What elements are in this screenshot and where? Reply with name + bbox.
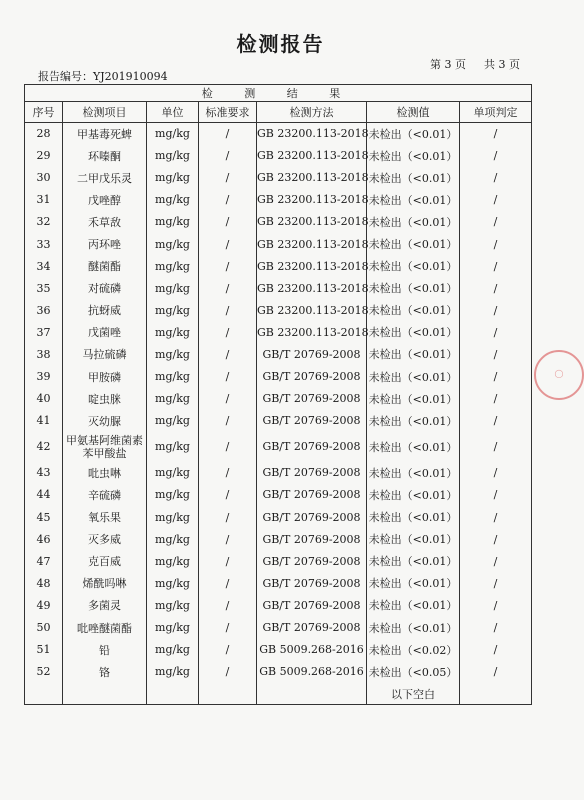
table-row (25, 528, 532, 550)
row-value: 未检出（<0.01） (367, 145, 460, 167)
row-item: 氧乐果 (63, 506, 147, 528)
row-method: GB/T 20769-2008 (257, 572, 367, 594)
row-number: 50 (25, 616, 63, 638)
row-value: 未检出（<0.01） (367, 189, 460, 211)
row-number: 37 (25, 321, 63, 343)
footer-empty-cell (199, 683, 257, 705)
row-judgement: / (460, 661, 532, 683)
row-unit: mg/kg (147, 594, 199, 616)
row-standard: / (199, 572, 257, 594)
row-method: GB/T 20769-2008 (257, 594, 367, 616)
row-value: 未检出（<0.01） (367, 366, 460, 388)
table-row (25, 189, 532, 211)
row-judgement: / (460, 410, 532, 432)
row-judgement: / (460, 462, 532, 484)
row-unit: mg/kg (147, 462, 199, 484)
row-number: 41 (25, 410, 63, 432)
row-method: GB/T 20769-2008 (257, 506, 367, 528)
table-row (25, 410, 532, 432)
row-value: 未检出（<0.01） (367, 123, 460, 145)
table-row (25, 594, 532, 616)
header-method: 检测方法 (257, 102, 367, 123)
row-standard: / (199, 233, 257, 255)
table-row (25, 550, 532, 572)
row-unit: mg/kg (147, 321, 199, 343)
row-standard: / (199, 616, 257, 638)
table-row (25, 123, 532, 145)
row-standard: / (199, 299, 257, 321)
row-value: 未检出（<0.01） (367, 484, 460, 506)
header-judgement: 单项判定 (460, 102, 532, 123)
row-judgement: / (460, 145, 532, 167)
row-unit: mg/kg (147, 233, 199, 255)
row-number: 35 (25, 277, 63, 299)
page-number: 第 3 页 (430, 58, 466, 71)
row-standard: / (199, 594, 257, 616)
row-standard: / (199, 321, 257, 343)
row-unit: mg/kg (147, 299, 199, 321)
row-value: 未检出（<0.01） (367, 277, 460, 299)
row-unit: mg/kg (147, 639, 199, 661)
inspection-seal-stamp: ◯ (534, 350, 584, 400)
row-standard: / (199, 661, 257, 683)
report-number: 报告编号：YJ201910094 (38, 70, 168, 83)
footer-empty-cell (25, 683, 63, 705)
row-standard: / (199, 506, 257, 528)
row-item: 多菌灵 (63, 594, 147, 616)
row-item: 甲胺磷 (63, 366, 147, 388)
row-value: 未检出（<0.05） (367, 661, 460, 683)
row-value: 未检出（<0.01） (367, 616, 460, 638)
page-info (430, 56, 538, 72)
table-row (25, 388, 532, 410)
row-standard: / (199, 277, 257, 299)
row-unit: mg/kg (147, 277, 199, 299)
row-standard: / (199, 432, 257, 462)
row-item: 甲氨基阿维菌素苯甲酸盐 (63, 432, 147, 462)
table-row (25, 233, 532, 255)
row-judgement: / (460, 233, 532, 255)
row-number: 30 (25, 167, 63, 189)
row-item: 铬 (63, 661, 147, 683)
table-banner: 检 测 结 果 (25, 85, 532, 102)
table-row (25, 211, 532, 233)
table-row (25, 299, 532, 321)
row-method: GB/T 20769-2008 (257, 432, 367, 462)
row-standard: / (199, 410, 257, 432)
row-unit: mg/kg (147, 616, 199, 638)
row-number: 39 (25, 366, 63, 388)
footer-empty-cell (257, 683, 367, 705)
row-number: 43 (25, 462, 63, 484)
row-method: GB 5009.268-2016 (257, 639, 367, 661)
row-standard: / (199, 145, 257, 167)
row-method: GB/T 20769-2008 (257, 528, 367, 550)
row-number: 51 (25, 639, 63, 661)
row-number: 52 (25, 661, 63, 683)
row-judgement: / (460, 506, 532, 528)
page-total: 共 3 页 (484, 58, 520, 71)
row-item: 丙环唑 (63, 233, 147, 255)
footer-empty-cell (460, 683, 532, 705)
row-judgement: / (460, 616, 532, 638)
header-standard: 标准要求 (199, 102, 257, 123)
row-value: 未检出（<0.01） (367, 506, 460, 528)
row-standard: / (199, 343, 257, 365)
row-judgement: / (460, 550, 532, 572)
row-number: 29 (25, 145, 63, 167)
row-unit: mg/kg (147, 145, 199, 167)
row-method: GB 23200.113-2018 (257, 233, 367, 255)
row-number: 36 (25, 299, 63, 321)
row-judgement: / (460, 594, 532, 616)
row-number: 34 (25, 255, 63, 277)
table-row (25, 321, 532, 343)
row-method: GB/T 20769-2008 (257, 462, 367, 484)
table-row (25, 506, 532, 528)
row-judgement: / (460, 299, 532, 321)
row-item: 铅 (63, 639, 147, 661)
row-item: 吡虫啉 (63, 462, 147, 484)
table-row (25, 145, 532, 167)
row-judgement: / (460, 528, 532, 550)
header-no: 序号 (25, 102, 63, 123)
row-method: GB/T 20769-2008 (257, 616, 367, 638)
row-value: 未检出（<0.01） (367, 321, 460, 343)
table-banner-row (25, 85, 532, 102)
row-judgement: / (460, 639, 532, 661)
row-method: GB 23200.113-2018 (257, 145, 367, 167)
row-judgement: / (460, 388, 532, 410)
row-judgement: / (460, 277, 532, 299)
table-row (25, 167, 532, 189)
row-unit: mg/kg (147, 255, 199, 277)
row-item: 戊菌唑 (63, 321, 147, 343)
row-unit: mg/kg (147, 167, 199, 189)
footer-empty-cell (63, 683, 147, 705)
row-item: 灭幼脲 (63, 410, 147, 432)
table-row (25, 462, 532, 484)
row-judgement: / (460, 321, 532, 343)
row-number: 46 (25, 528, 63, 550)
row-value: 未检出（<0.01） (367, 432, 460, 462)
row-unit: mg/kg (147, 343, 199, 365)
row-number: 44 (25, 484, 63, 506)
row-judgement: / (460, 255, 532, 277)
row-number: 33 (25, 233, 63, 255)
row-unit: mg/kg (147, 572, 199, 594)
row-value: 未检出（<0.02） (367, 639, 460, 661)
row-unit: mg/kg (147, 506, 199, 528)
row-item: 环嗪酮 (63, 145, 147, 167)
row-judgement: / (460, 123, 532, 145)
row-standard: / (199, 189, 257, 211)
row-number: 48 (25, 572, 63, 594)
row-item: 啶虫脒 (63, 388, 147, 410)
row-item: 对硫磷 (63, 277, 147, 299)
row-unit: mg/kg (147, 366, 199, 388)
row-number: 47 (25, 550, 63, 572)
blank-below-note: 以下空白 (367, 683, 460, 705)
row-unit: mg/kg (147, 484, 199, 506)
row-item: 灭多威 (63, 528, 147, 550)
table-row (25, 343, 532, 365)
row-number: 49 (25, 594, 63, 616)
row-method: GB/T 20769-2008 (257, 410, 367, 432)
row-unit: mg/kg (147, 550, 199, 572)
row-standard: / (199, 528, 257, 550)
table-row-footer (25, 683, 532, 705)
row-unit: mg/kg (147, 661, 199, 683)
row-standard: / (199, 388, 257, 410)
row-item: 醚菌酯 (63, 255, 147, 277)
row-number: 45 (25, 506, 63, 528)
table-header-row (25, 102, 532, 123)
row-unit: mg/kg (147, 123, 199, 145)
row-method: GB 23200.113-2018 (257, 211, 367, 233)
row-method: GB/T 20769-2008 (257, 550, 367, 572)
row-method: GB 23200.113-2018 (257, 299, 367, 321)
row-value: 未检出（<0.01） (367, 550, 460, 572)
table-row (25, 255, 532, 277)
header-value: 检测值 (367, 102, 460, 123)
row-standard: / (199, 462, 257, 484)
row-value: 未检出（<0.01） (367, 299, 460, 321)
row-value: 未检出（<0.01） (367, 410, 460, 432)
row-item: 二甲戊乐灵 (63, 167, 147, 189)
row-unit: mg/kg (147, 189, 199, 211)
row-method: GB/T 20769-2008 (257, 343, 367, 365)
row-judgement: / (460, 211, 532, 233)
row-item: 辛硫磷 (63, 484, 147, 506)
row-method: GB/T 20769-2008 (257, 484, 367, 506)
results-table (24, 84, 532, 705)
row-value: 未检出（<0.01） (367, 462, 460, 484)
row-value: 未检出（<0.01） (367, 233, 460, 255)
table-row (25, 639, 532, 661)
row-judgement: / (460, 432, 532, 462)
row-item: 马拉硫磷 (63, 343, 147, 365)
row-item: 克百威 (63, 550, 147, 572)
row-method: GB/T 20769-2008 (257, 388, 367, 410)
row-standard: / (199, 211, 257, 233)
row-standard: / (199, 484, 257, 506)
footer-empty-cell (147, 683, 199, 705)
row-method: GB 23200.113-2018 (257, 167, 367, 189)
row-method: GB 23200.113-2018 (257, 123, 367, 145)
row-item: 抗蚜威 (63, 299, 147, 321)
table-row (25, 616, 532, 638)
row-item: 烯酰吗啉 (63, 572, 147, 594)
row-value: 未检出（<0.01） (367, 528, 460, 550)
table-row (25, 661, 532, 683)
row-item: 禾草敌 (63, 211, 147, 233)
row-number: 40 (25, 388, 63, 410)
table-row (25, 432, 532, 462)
row-value: 未检出（<0.01） (367, 388, 460, 410)
row-method: GB 23200.113-2018 (257, 321, 367, 343)
row-standard: / (199, 366, 257, 388)
row-number: 38 (25, 343, 63, 365)
row-unit: mg/kg (147, 388, 199, 410)
row-standard: / (199, 550, 257, 572)
row-method: GB/T 20769-2008 (257, 366, 367, 388)
row-unit: mg/kg (147, 432, 199, 462)
row-unit: mg/kg (147, 528, 199, 550)
row-judgement: / (460, 189, 532, 211)
row-standard: / (199, 255, 257, 277)
row-judgement: / (460, 572, 532, 594)
row-value: 未检出（<0.01） (367, 167, 460, 189)
row-value: 未检出（<0.01） (367, 211, 460, 233)
row-method: GB 23200.113-2018 (257, 277, 367, 299)
row-number: 42 (25, 432, 63, 462)
row-value: 未检出（<0.01） (367, 343, 460, 365)
row-unit: mg/kg (147, 410, 199, 432)
row-number: 32 (25, 211, 63, 233)
row-standard: / (199, 123, 257, 145)
table-row (25, 484, 532, 506)
row-unit: mg/kg (147, 211, 199, 233)
row-item: 吡唑醚菌酯 (63, 616, 147, 638)
row-judgement: / (460, 366, 532, 388)
row-value: 未检出（<0.01） (367, 572, 460, 594)
row-item: 戊唑醇 (63, 189, 147, 211)
header-unit: 单位 (147, 102, 199, 123)
row-standard: / (199, 167, 257, 189)
table-row (25, 277, 532, 299)
row-judgement: / (460, 343, 532, 365)
row-value: 未检出（<0.01） (367, 255, 460, 277)
row-standard: / (199, 639, 257, 661)
row-item: 甲基毒死蜱 (63, 123, 147, 145)
row-method: GB 5009.268-2016 (257, 661, 367, 683)
row-method: GB 23200.113-2018 (257, 255, 367, 277)
row-method: GB 23200.113-2018 (257, 189, 367, 211)
table-row (25, 366, 532, 388)
row-number: 28 (25, 123, 63, 145)
report-title: 检测报告 (236, 32, 325, 56)
row-judgement: / (460, 167, 532, 189)
row-value: 未检出（<0.01） (367, 594, 460, 616)
table-row (25, 572, 532, 594)
row-number: 31 (25, 189, 63, 211)
row-judgement: / (460, 484, 532, 506)
header-item: 检测项目 (63, 102, 147, 123)
